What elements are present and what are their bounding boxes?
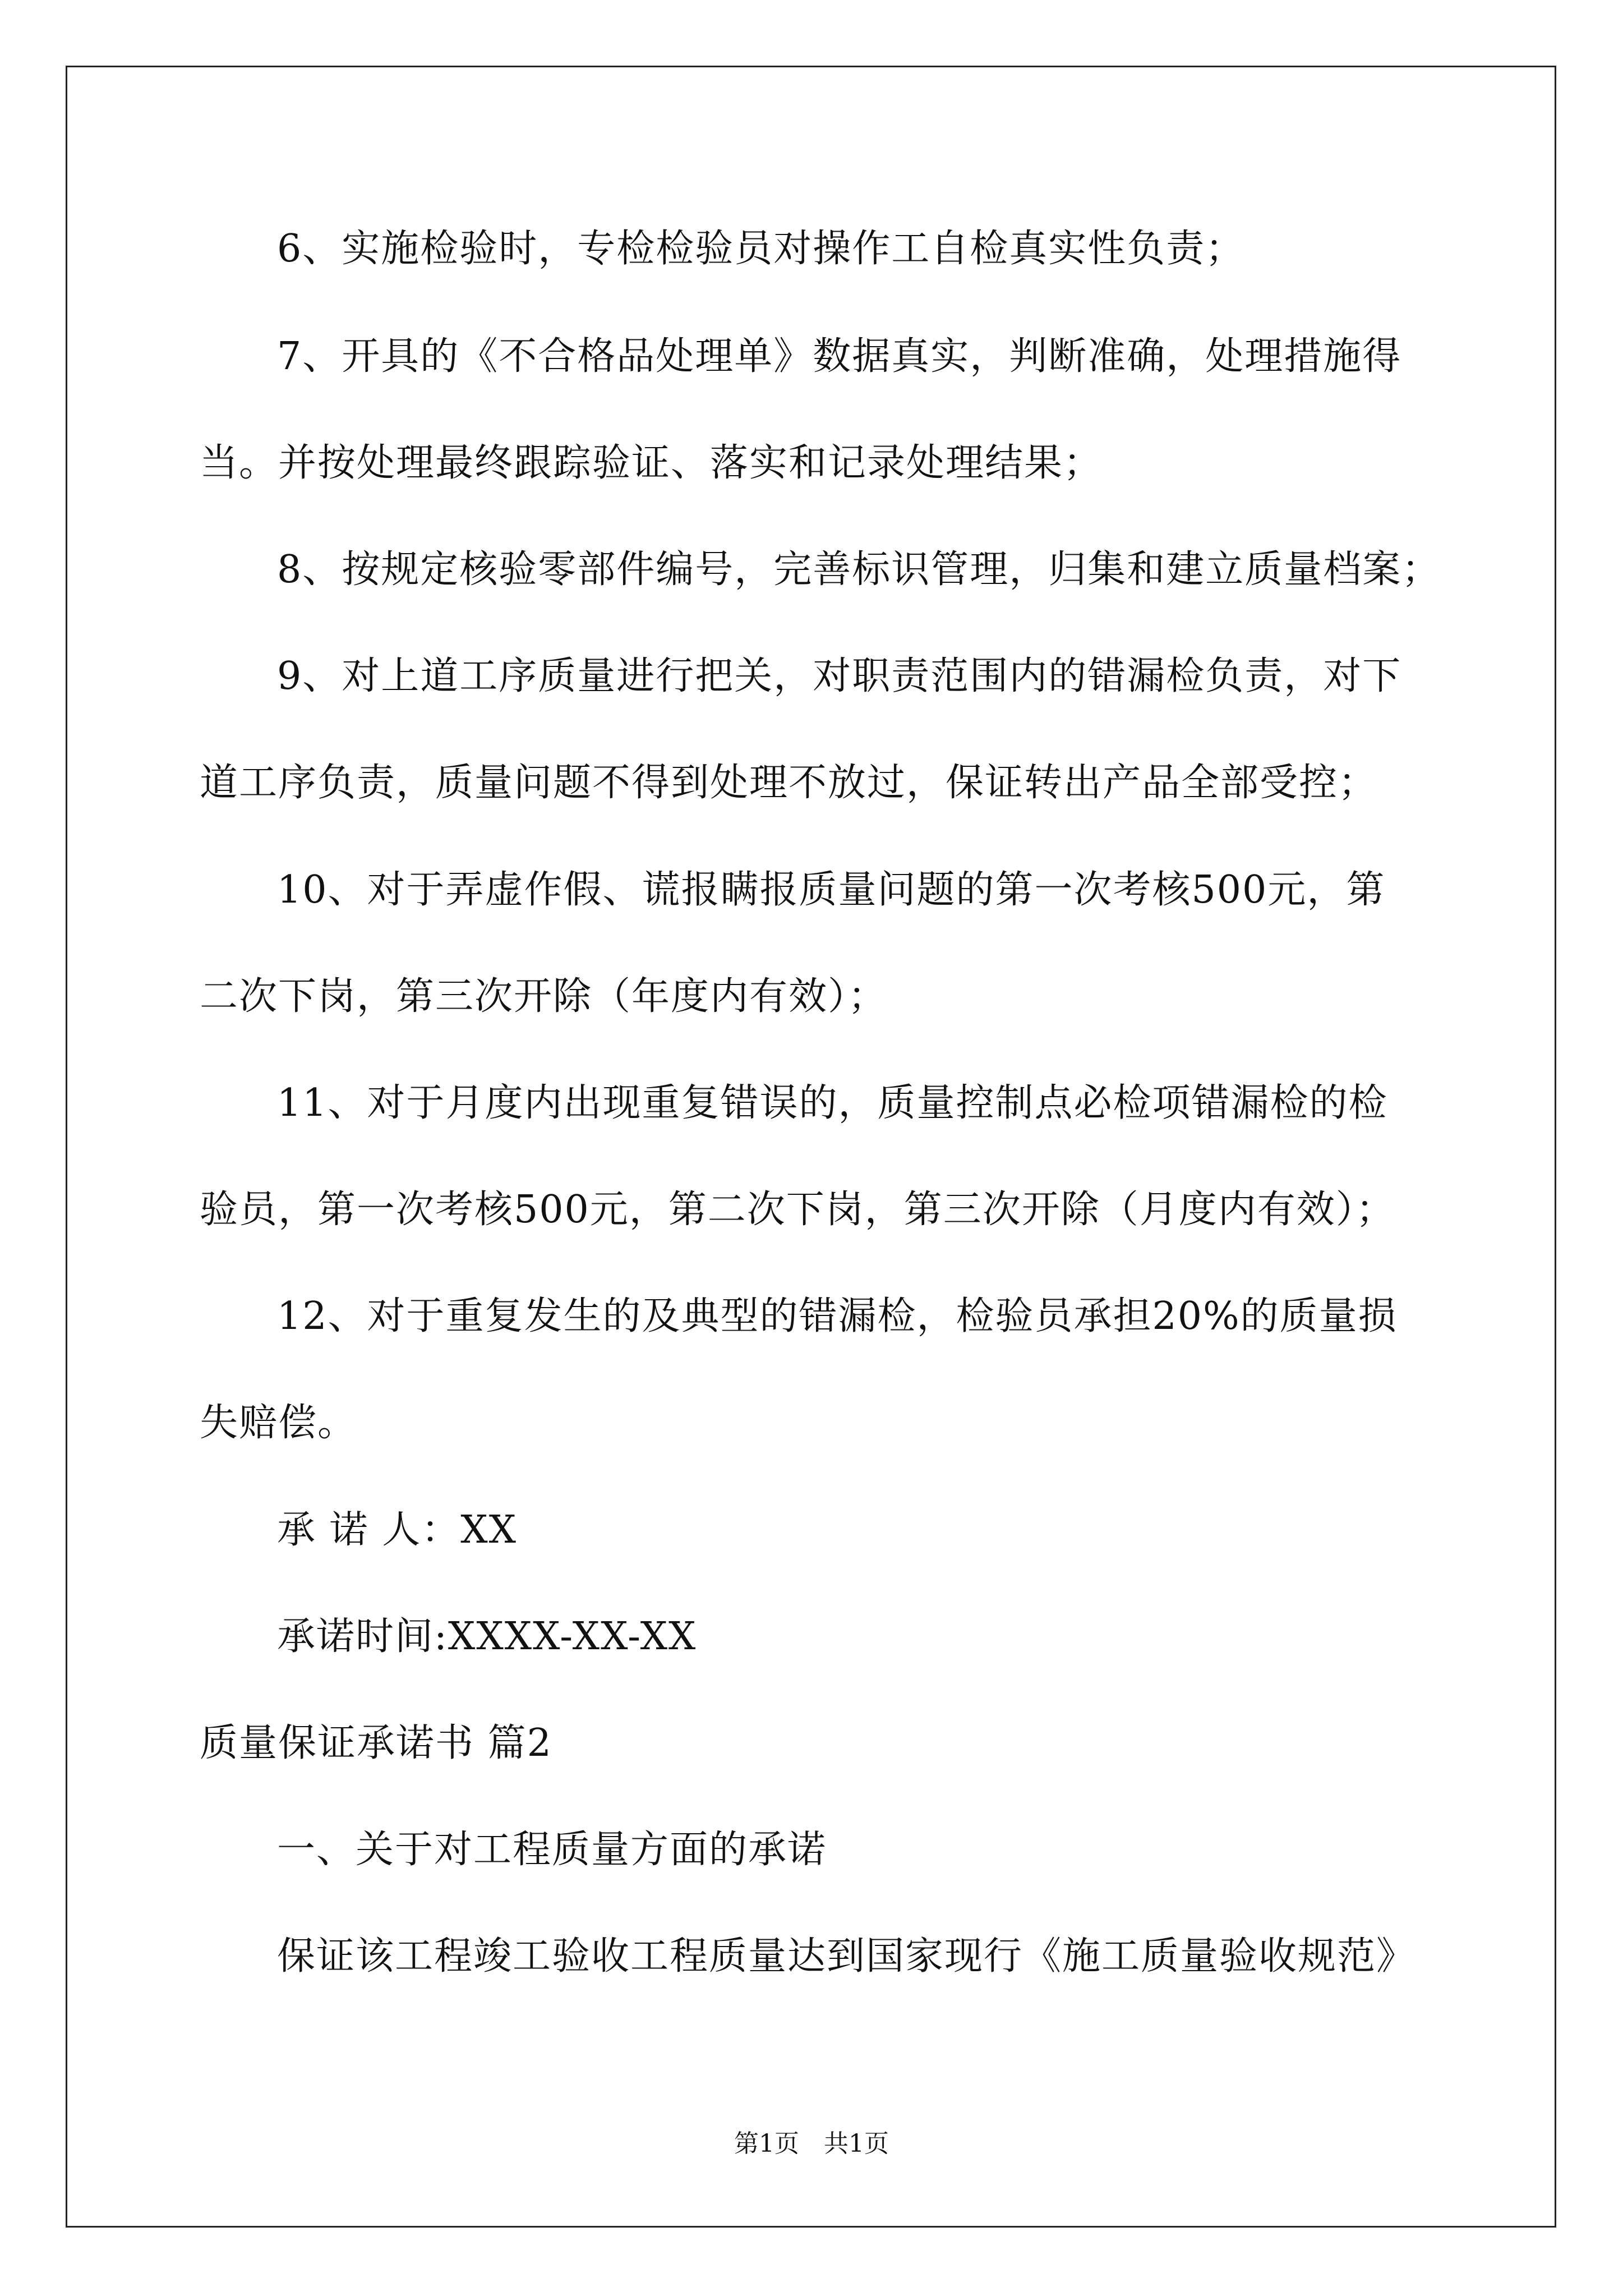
- clause-12-line-2: 失赔偿。: [200, 1401, 357, 1445]
- clause-10-line-1: 10、对于弄虚作假、谎报瞒报质量问题的第一次考核500元，第: [277, 868, 1386, 912]
- clause-12-line-1: 12、对于重复发生的及典型的错漏检，检验员承担20%的质量损: [277, 1294, 1398, 1338]
- clause-8: 8、按规定核验零部件编号，完善标识管理，归集和建立质量档案；: [277, 547, 1441, 592]
- quality-paragraph: 保证该工程竣工验收工程质量达到国家现行《施工质量验收规范》: [277, 1934, 1416, 1978]
- clause-7-line-1: 7、开具的《不合格品处理单》数据真实，判断准确，处理措施得: [277, 334, 1402, 379]
- page-border: [66, 66, 1556, 2228]
- promisor-line: 承 诺 人：XX: [277, 1508, 518, 1552]
- clause-6: 6、实施检验时，专检检验员对操作工自检真实性负责；: [277, 227, 1245, 271]
- section-heading: 质量保证承诺书 篇2: [200, 1721, 552, 1765]
- clause-11-line-1: 11、对于月度内出现重复错误的，质量控制点必检项错漏检的检: [277, 1081, 1388, 1125]
- page-number-footer: 第1页 共1页: [734, 2129, 889, 2158]
- clause-7-line-2: 当。并按处理最终跟踪验证、落实和记录处理结果；: [200, 441, 1103, 485]
- clause-9-line-2: 道工序负责，质量问题不得到处理不放过，保证转出产品全部受控；: [200, 761, 1378, 805]
- clause-11-line-2: 验员，第一次考核500元，第二次下岗，第三次开除（月度内有效）；: [200, 1188, 1395, 1232]
- subsection-heading: 一、关于对工程质量方面的承诺: [277, 1828, 827, 1872]
- clause-10-line-2: 二次下岗，第三次开除（年度内有效）；: [200, 974, 888, 1019]
- promise-date-line: 承诺时间:XXXX-XX-XX: [277, 1614, 697, 1659]
- clause-9-line-1: 9、对上道工序质量进行把关，对职责范围内的错漏检负责，对下: [277, 654, 1402, 698]
